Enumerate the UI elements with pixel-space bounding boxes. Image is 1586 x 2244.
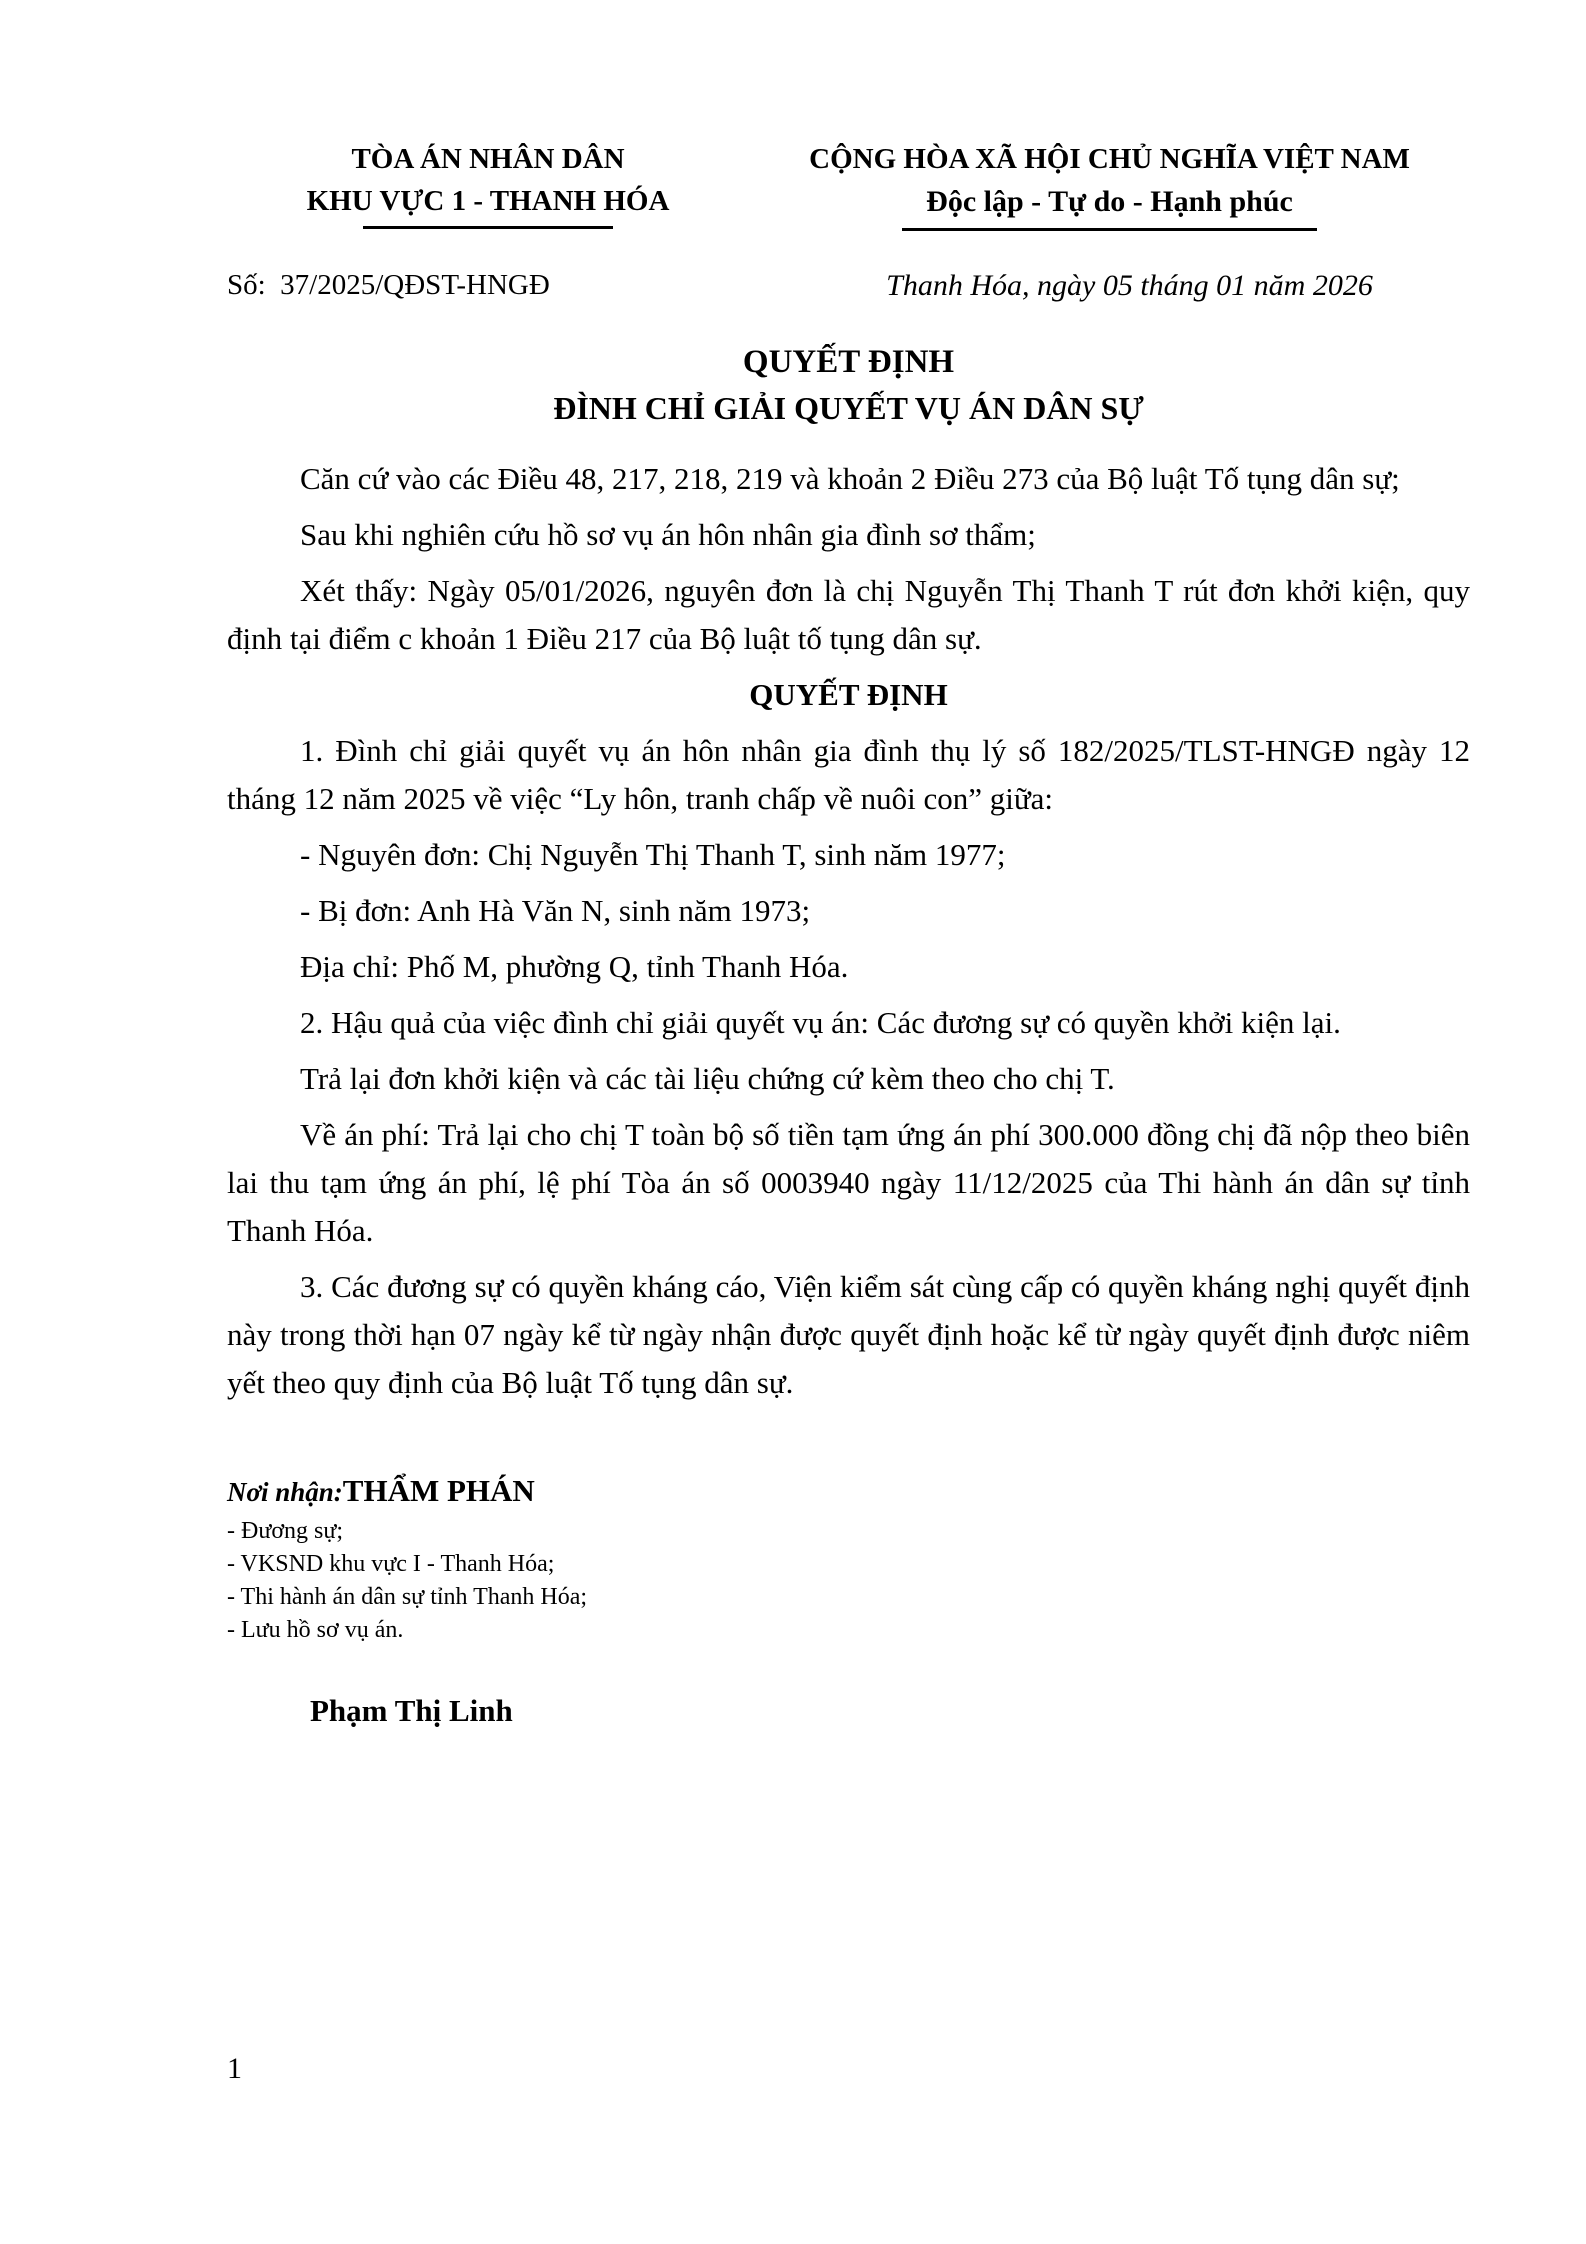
title-line2: ĐÌNH CHỈ GIẢI QUYẾT VỤ ÁN DÂN SỰ <box>553 390 1144 426</box>
document-title <box>227 339 1470 431</box>
decision-paragraph: 3. Các đương sự có quyền kháng cáo, Viện kiểm sát cùng cấp có quyền kháng nghị quyết định này trong thời hạn 07 ngày kể từ ngày nhận được quyết định hoặc kể từ ngày quyết định được niêm yết theo quy định của Bộ luật Tố tụng dân sự. <box>227 1269 1470 1400</box>
recipient-item: - Đương sự; <box>227 1518 344 1544</box>
national-motto-line2: Độc lập - Tự do - Hạnh phúc <box>926 185 1293 218</box>
document-number: Số: 37/2025/QĐST-HNGĐ <box>227 269 550 301</box>
document-header <box>227 138 1470 303</box>
footer-heading-row <box>227 1473 1470 1509</box>
national-block <box>749 138 1470 303</box>
preamble-paragraph: Căn cứ vào các Điều 48, 217, 218, 219 và khoản 2 Điều 273 của Bộ luật Tố tụng dân sự; <box>300 461 1400 496</box>
court-block <box>227 138 749 303</box>
national-motto-line1: CỘNG HÒA XÃ HỘI CHỦ NGHĨA VIỆT NAM <box>809 143 1410 175</box>
judge-title: THẨM PHÁN <box>342 1473 535 1508</box>
address-line: Địa chỉ: Phố M, phường Q, tỉnh Thanh Hóa. <box>300 949 849 984</box>
recipients-label: Nơi nhận: <box>227 1477 343 1507</box>
decision-section-heading: QUYẾT ĐỊNH <box>749 677 948 712</box>
motto-underline <box>902 228 1317 231</box>
court-name-line2: KHU VỰC 1 - THANH HÓA <box>306 185 670 217</box>
document-footer <box>227 1473 1470 1729</box>
judge-signature-name: Phạm Thị Linh <box>310 1693 513 1728</box>
recipients-list <box>227 1515 1470 1647</box>
decision-paragraph: 2. Hậu quả của việc đình chỉ giải quyết vụ án: Các đương sự có quyền khởi kiện lại. <box>300 1005 1341 1040</box>
recipient-item: - Thi hành án dân sự tỉnh Thanh Hóa; <box>227 1584 588 1610</box>
preamble-paragraph: Sau khi nghiên cứu hồ sơ vụ án hôn nhân gia đình sơ thẩm; <box>300 517 1036 552</box>
decision-paragraph: Trả lại đơn khởi kiện và các tài liệu chứng cứ kèm theo cho chị T. <box>300 1061 1115 1096</box>
title-line1: QUYẾT ĐỊNH <box>742 344 955 380</box>
court-name-line1: TÒA ÁN NHÂN DÂN <box>351 143 625 175</box>
decision-paragraph: 1. Đình chỉ giải quyết vụ án hôn nhân gia đình thụ lý số 182/2025/TLST-HNGĐ ngày 12 tháng 12 năm 2025 về việc “Ly hôn, tranh chấp về nuôi con” giữa: <box>227 733 1470 816</box>
defendant-line: - Bị đơn: Anh Hà Văn N, sinh năm 1973; <box>300 893 811 928</box>
place-date-line: Thanh Hóa, ngày 05 tháng 01 năm 2026 <box>886 269 1373 302</box>
plaintiff-line: - Nguyên đơn: Chị Nguyễn Thị Thanh T, sinh năm 1977; <box>300 837 1006 872</box>
recipient-item: - VKSND khu vực I - Thanh Hóa; <box>227 1551 555 1577</box>
page-number: 1 <box>227 2052 242 2085</box>
document-body <box>227 455 1470 1407</box>
preamble-paragraph: Xét thấy: Ngày 05/01/2026, nguyên đơn là chị Nguyễn Thị Thanh T rút đơn khởi kiện, quy định tại điểm c khoản 1 Điều 217 của Bộ luật tố tụng dân sự. <box>227 573 1470 656</box>
court-underline <box>363 226 613 229</box>
decision-paragraph: Về án phí: Trả lại cho chị T toàn bộ số tiền tạm ứng án phí 300.000 đồng chị đã nộp theo biên lai thu tạm ứng án phí, lệ phí Tòa án số 0003940 ngày 11/12/2025 của Thi hành án dân sự tỉnh Thanh Hóa. <box>227 1117 1470 1248</box>
recipient-item: - Lưu hồ sơ vụ án. <box>227 1617 404 1643</box>
